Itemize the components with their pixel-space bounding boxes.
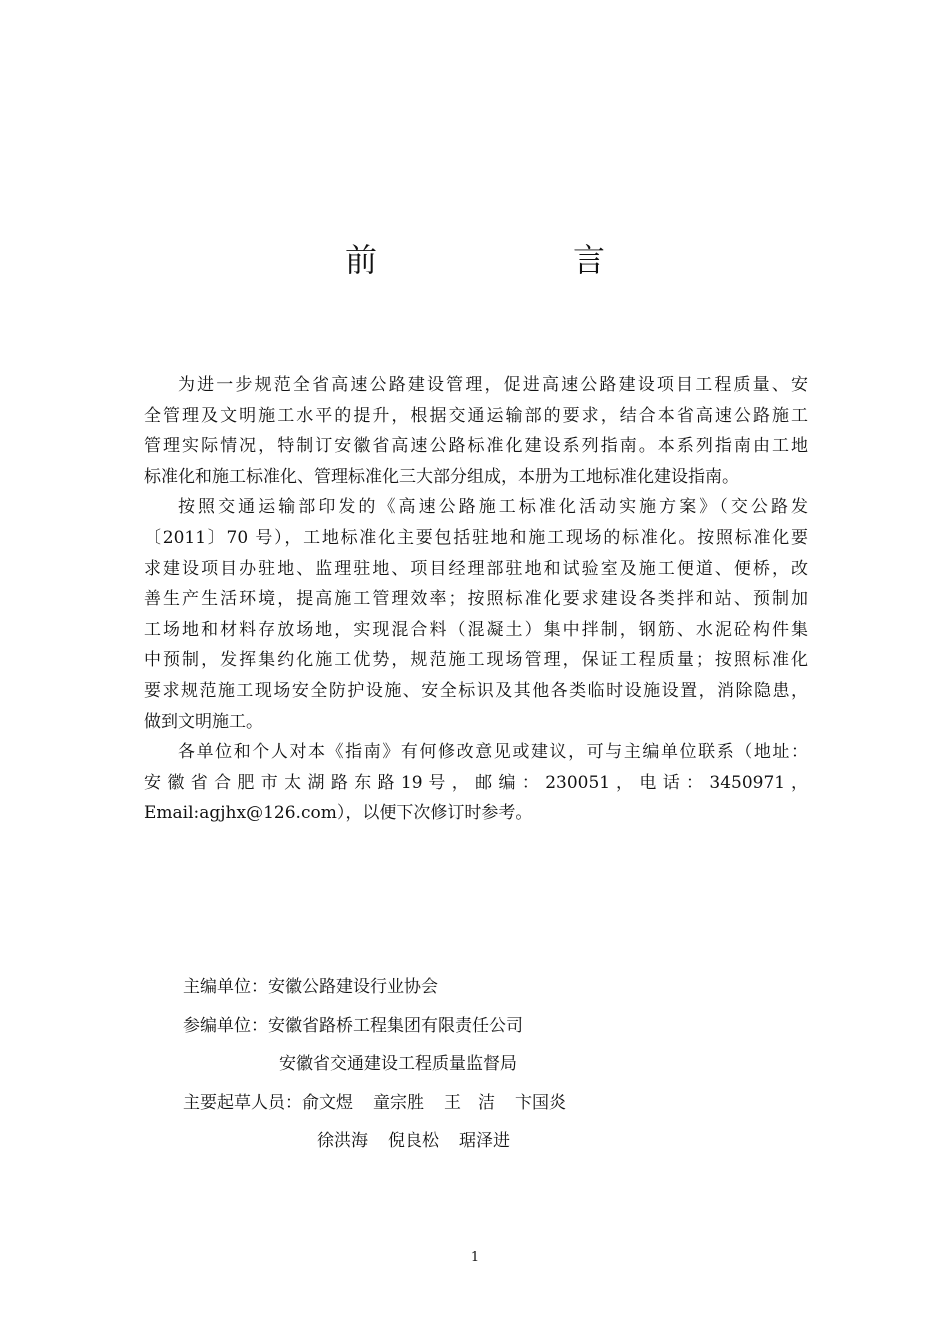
drafter-name: 琚泽进 bbox=[459, 1131, 510, 1151]
preface-body bbox=[144, 370, 808, 829]
drafters-label: 主要起草人员： bbox=[183, 1092, 302, 1113]
paragraph-1 bbox=[144, 370, 808, 492]
text-line: 为进一步规范全省高速公路建设管理，促进高速公路建设项目工程质量、安 bbox=[178, 375, 808, 395]
text-line: 按照交通运输部印发的《高速公路施工标准化活动实施方案》（交公路发 bbox=[178, 497, 808, 518]
participating-units-row bbox=[183, 1045, 803, 1084]
text-line: 全管理及文明施工水平的提升，根据交通运输部的要求，结合本省高速公路施工 bbox=[144, 405, 808, 426]
chief-editor-row bbox=[183, 968, 803, 1007]
drafter-name: 王 洁 bbox=[444, 1092, 495, 1113]
drafter-name: 童宗胜 bbox=[373, 1092, 424, 1113]
chief-editor-label: 主编单位： bbox=[183, 977, 268, 997]
participating-unit: 安徽省交通建设工程质量监督局 bbox=[279, 1054, 517, 1074]
participating-units-row bbox=[183, 1007, 803, 1046]
text-line: 要求规范施工现场安全防护设施、安全标识及其他各类临时设施设置，消除隐患， bbox=[144, 680, 808, 701]
text-line: 各单位和个人对本《指南》有何修改意见或建议，可与主编单位联系（地址： bbox=[178, 742, 808, 763]
drafter-name: 卞国炎 bbox=[515, 1092, 566, 1113]
drafters-row bbox=[183, 1084, 803, 1123]
text-line: 求建设项目办驻地、监理驻地、项目经理部驻地和试验室及施工便道、便桥，改 bbox=[144, 558, 808, 579]
text-line: 标准化和施工标准化、管理标准化三大部分组成，本册为工地标准化建设指南。 bbox=[144, 466, 739, 487]
text-line: 做到文明施工。 bbox=[144, 711, 263, 732]
participating-unit: 安徽省路桥工程集团有限责任公司 bbox=[268, 1015, 523, 1036]
page-number: 1 bbox=[470, 1250, 480, 1265]
participating-units-label: 参编单位： bbox=[183, 1015, 268, 1036]
credits-block bbox=[183, 968, 803, 1161]
drafter-name: 徐洪海 bbox=[317, 1131, 368, 1151]
text-line: 中预制，发挥集约化施工优势，规范施工现场管理，保证工程质量；按照标准化 bbox=[144, 650, 808, 671]
text-line: 管理实际情况，特制订安徽省高速公路标准化建设系列指南。本系列指南由工地 bbox=[144, 436, 808, 457]
text-line: 安 徽 省 合 肥 市 太 湖 路 东 路 19 号 ， 邮 编 ： 230051 ， 电 话 ： 3450971 ， bbox=[144, 772, 808, 793]
paragraph-2 bbox=[144, 492, 808, 737]
page-title: 前 言 bbox=[344, 241, 649, 279]
drafters-row bbox=[183, 1122, 803, 1161]
chief-editor-value: 安徽公路建设行业协会 bbox=[268, 977, 438, 997]
text-line: 〔2011〕70 号），工地标准化主要包括驻地和施工现场的标准化。按照标准化要 bbox=[144, 527, 808, 548]
text-line: Email:agjhx@126.com），以便下次修订时参考。 bbox=[144, 803, 533, 824]
drafter-name: 俞文煜 bbox=[302, 1092, 353, 1113]
text-line: 工场地和材料存放场地，实现混合料（混凝土）集中拌制，钢筋、水泥砼构件集 bbox=[144, 619, 808, 640]
drafter-name: 倪良松 bbox=[388, 1131, 439, 1151]
text-line: 善生产生活环境，提高施工管理效率；按照标准化要求建设各类拌和站、预制加 bbox=[144, 589, 808, 610]
paragraph-3 bbox=[144, 737, 808, 829]
